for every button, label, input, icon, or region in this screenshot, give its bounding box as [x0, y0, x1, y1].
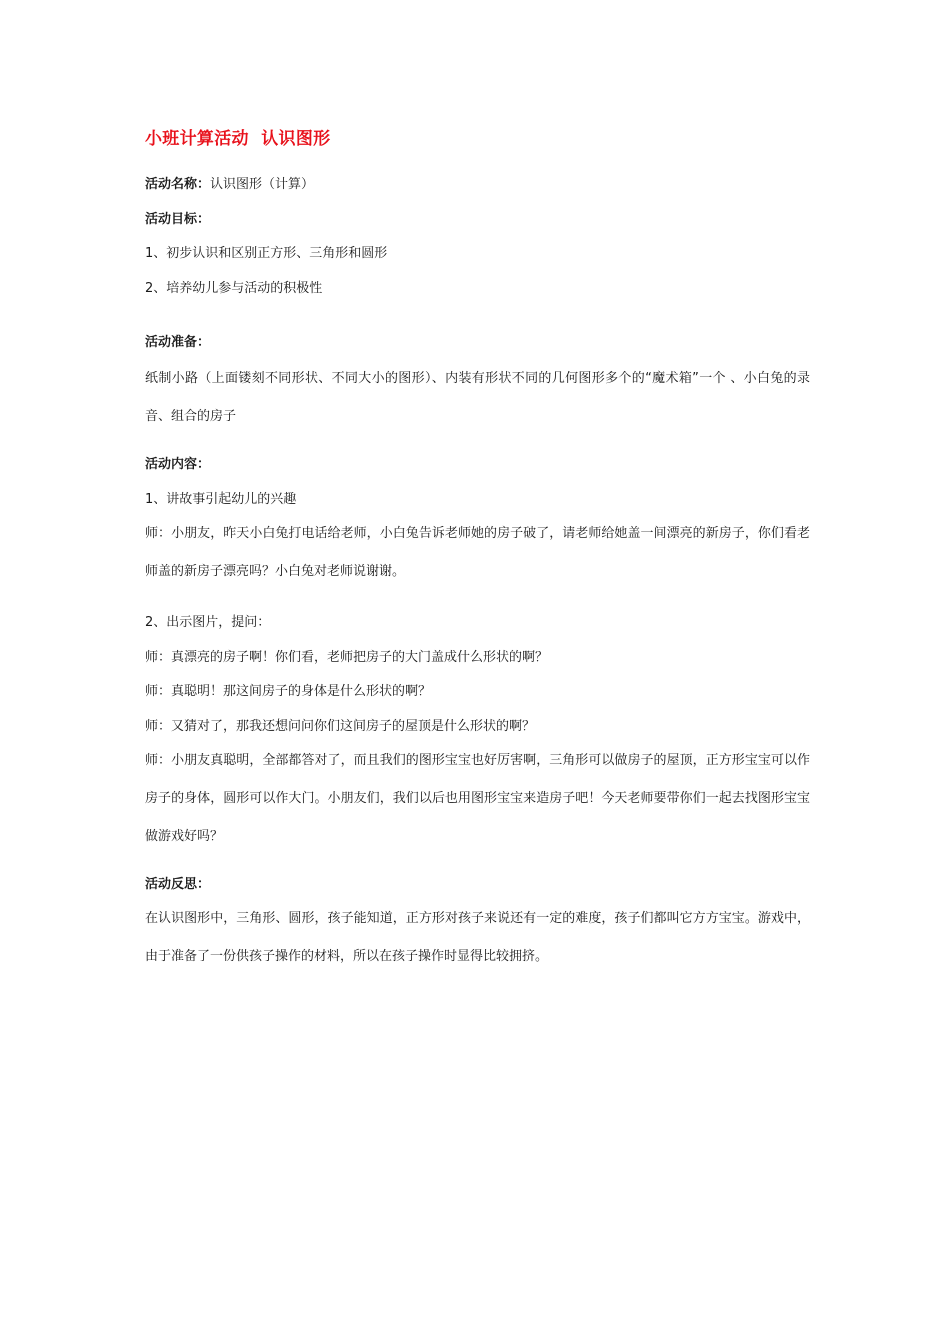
activity-name-value: 认识图形（计算） [210, 177, 315, 192]
goal-item: 2、培养幼儿参与活动的积极性 [145, 281, 323, 296]
goal-item: 1、初步认识和区别正方形、三角形和圆形 [145, 246, 388, 261]
activity-name-line [145, 176, 314, 194]
question-line: 师：真聪明！那这间房子的身体是什么形状的啊？ [145, 684, 432, 699]
step-2-heading: 2、出示图片，提问： [145, 615, 271, 630]
document-title: 小班计算活动 认识图形 [145, 129, 331, 149]
story-paragraph: 师：小朋友，昨天小白兔打电话给老师，小白兔告诉老师她的房子破了，请老师给她盖一间漂亮的新房子，你们看老师盖的新房子漂亮吗？小白兔对老师说谢谢。 [145, 526, 810, 579]
goals-label: 活动目标： [145, 212, 211, 227]
reflection-paragraph: 在认识图形中，三角形、圆形，孩子能知道，正方形对孩子来说还有一定的难度，孩子们都叫它方方宝宝。游戏中，由于准备了一份供孩子操作的材料，所以在孩子操作时显得比较拥挤。 [145, 911, 810, 964]
question-line: 师：真漂亮的房子啊！你们看，老师把房子的大门盖成什么形状的啊？ [145, 650, 549, 665]
reflection-label: 活动反思： [145, 877, 211, 892]
step-1-heading: 1、讲故事引起幼儿的兴趣 [145, 492, 297, 507]
content-label: 活动内容： [145, 457, 211, 472]
activity-name-label: 活动名称： [145, 177, 211, 192]
prep-paragraph: 纸制小路（上面镂刻不同形状、不同大小的图形）、内装有形状不同的几何图形多个的“魔术箱”一个 、小白兔的录音、组合的房子 [145, 371, 810, 424]
prep-label: 活动准备： [145, 335, 211, 350]
summary-paragraph: 师：小朋友真聪明，全部都答对了，而且我们的图形宝宝也好厉害啊，三角形可以做房子的屋顶，正方形宝宝可以作房子的身体，圆形可以作大门。小朋友们，我们以后也用图形宝宝来造房子吧！今天老师要带你们一起去找图形宝宝做游戏好吗？ [145, 753, 810, 844]
question-line: 师：又猜对了，那我还想问问你们这间房子的屋顶是什么形状的啊？ [145, 719, 536, 734]
